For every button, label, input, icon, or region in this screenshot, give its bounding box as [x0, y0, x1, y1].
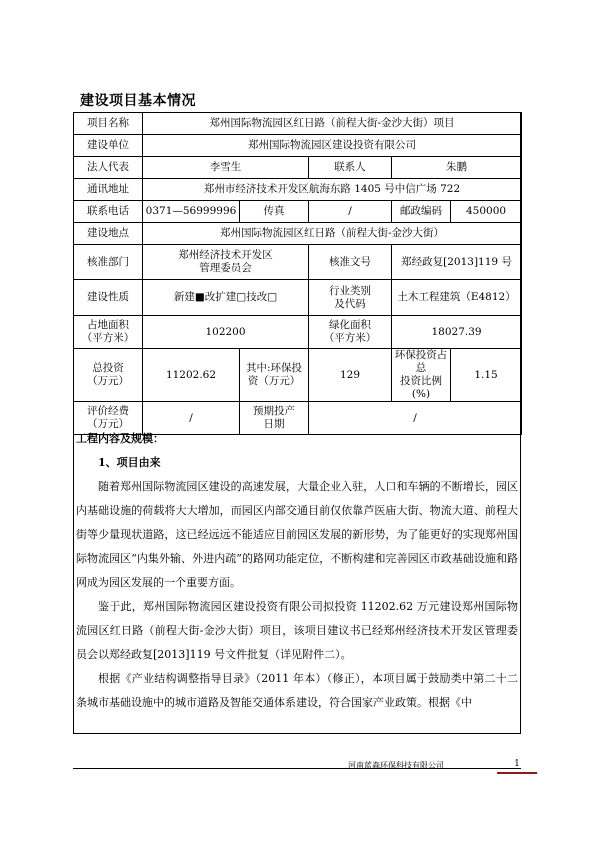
address-label: 通讯地址 — [74, 179, 143, 201]
site-label: 建设地点 — [74, 223, 143, 245]
table-row — [74, 349, 522, 402]
table-row — [74, 157, 522, 179]
phone-value: 0371—56999996 — [143, 201, 240, 223]
area-label: 占地面积 （平方米） — [74, 316, 143, 349]
project-content — [76, 427, 518, 715]
industry-label: 行业类别 及代码 — [309, 280, 392, 316]
table-row — [74, 223, 522, 245]
project-name-value: 郑州国际物流园区红日路（前程大街-金沙大街）项目 — [143, 113, 522, 135]
basic-info-table — [73, 112, 522, 435]
legal-rep-value: 李雪生 — [143, 157, 309, 179]
section-title: 工程内容及规模： — [76, 432, 164, 445]
paragraph: 随着郑州国际物流园区建设的高速发展，大量企业入驻，人口和车辆的不断增长，园区内基础设施的荷载将大大增加，而园区内部交通目前仅依靠芦医庙大街、物流大道、前程大街等少量现状道路，这已经远远不能适应目前园区发展的新形势，为了能更好的实现郑州国际物流园区“内集外输、外进内疏”的路网功能定位，不断构建和完善园区市政基础设施和路网成为园区发展的一个重要方面。 — [76, 480, 518, 589]
builder-label: 建设单位 — [74, 135, 143, 157]
address-value: 郑州市经济技术开发区航海东路 1405 号中信广场 722 — [143, 179, 522, 201]
table-row — [74, 135, 522, 157]
table-row — [74, 245, 522, 280]
nature-value: 新建■改扩建□技改□ — [143, 280, 309, 316]
table-row — [74, 179, 522, 201]
project-name-label: 项目名称 — [74, 113, 143, 135]
prod-date-value: / — [309, 402, 522, 435]
approval-no-label: 核准文号 — [309, 245, 392, 280]
nature-label: 建设性质 — [74, 280, 143, 316]
paragraph: 鉴于此，郑州国际物流园区建设投资有限公司拟投资 11202.62 万元建设郑州国际物流园区红日路（前程大街-金沙大街）项目，该项目建议书已经郑州经济技术开发区管理委员会以郑经政复[2013]119 号文件批复（详见附件二）。 — [76, 600, 518, 661]
contact-value: 朱鹏 — [392, 157, 522, 179]
approval-no-value: 郑经政复[2013]119 号 — [392, 245, 522, 280]
subsection-title: 1、项目由来 — [98, 456, 161, 469]
footer-divider — [73, 768, 521, 769]
fax-value: / — [309, 201, 392, 223]
phone-label: 联系电话 — [74, 201, 143, 223]
invest-value: 11202.62 — [143, 349, 240, 402]
site-value: 郑州国际物流园区红日路（前程大街-金沙大街） — [143, 223, 522, 245]
table-row — [74, 201, 522, 223]
footer-company: 河南蓝森环保科技有限公司 — [348, 761, 444, 770]
approval-dept-label: 核准部门 — [74, 245, 143, 280]
approval-dept-value: 郑州经济技术开发区 管理委员会 — [143, 245, 309, 280]
table-row — [74, 280, 522, 316]
fax-label: 传真 — [240, 201, 309, 223]
table-row — [74, 316, 522, 349]
page-number: 1 — [514, 759, 520, 769]
env-invest-label: 其中:环保投 资（万元） — [240, 349, 309, 402]
legal-rep-label: 法人代表 — [74, 157, 143, 179]
builder-value: 郑州国际物流园区建设投资有限公司 — [143, 135, 522, 157]
contact-label: 联系人 — [309, 157, 392, 179]
paragraph: 根据《产业结构调整指导目录》（2011 年本）（修正），本项目属于鼓励类中第二十二条城市基础设施中的城市道路及智能交通体系建设，符合国家产业政策。根据《中 — [76, 672, 518, 709]
area-value: 102200 — [143, 316, 309, 349]
postcode-label: 邮政编码 — [392, 201, 451, 223]
eval-fee-label: 评价经费 （万元） — [74, 402, 143, 435]
green-value: 18027.39 — [392, 316, 522, 349]
env-ratio-value: 1.15 — [451, 349, 522, 402]
env-ratio-label: 环保投资占总 投资比例(%) — [392, 349, 451, 402]
postcode-value: 450000 — [451, 201, 522, 223]
page-title: 建设项目基本情况 — [80, 93, 196, 109]
env-invest-value: 129 — [309, 349, 392, 402]
green-label: 绿化面积 （平方米） — [309, 316, 392, 349]
page-number-underline — [497, 772, 537, 774]
table-row — [74, 113, 522, 135]
invest-label: 总投资 （万元） — [74, 349, 143, 402]
prod-date-label: 预期投产 日期 — [240, 402, 309, 435]
industry-value: 土木工程建筑（E4812） — [392, 280, 522, 316]
eval-fee-value: / — [143, 402, 240, 435]
